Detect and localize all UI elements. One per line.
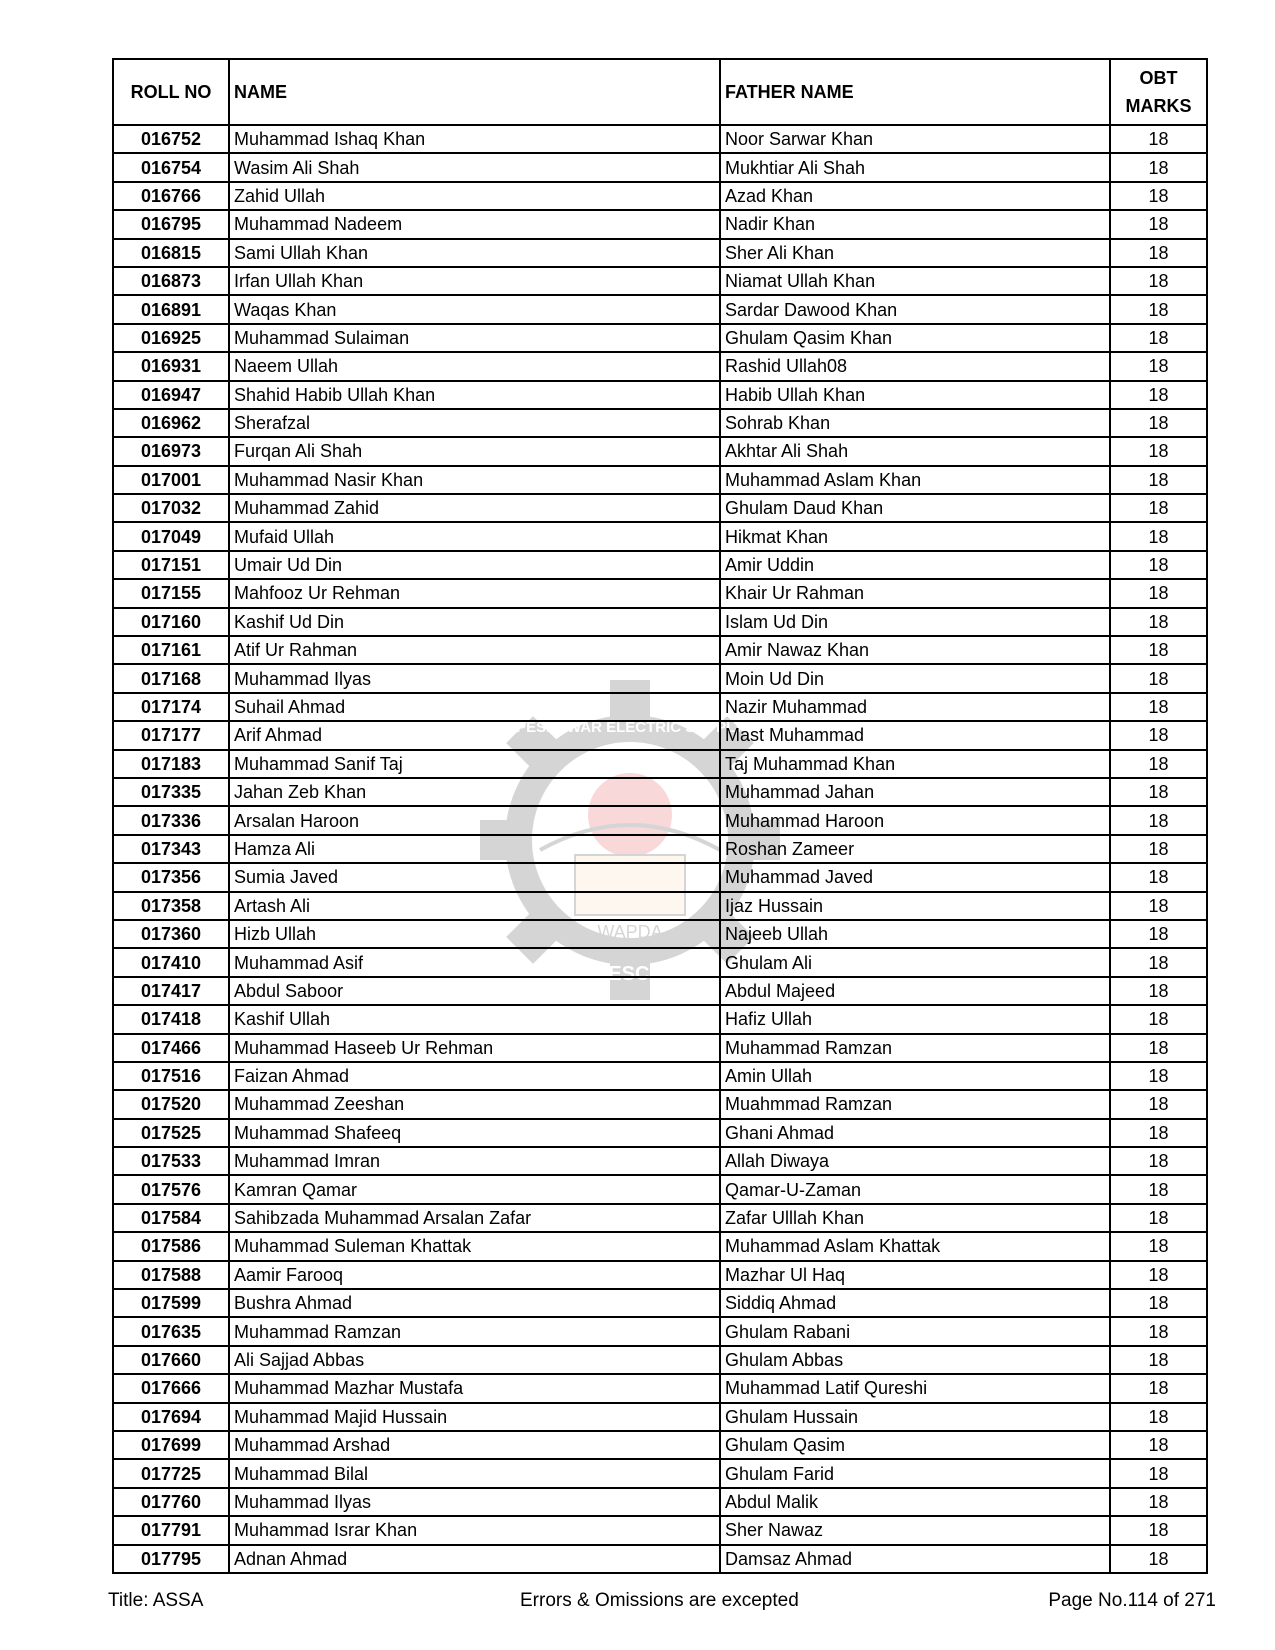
father-name-cell: Ijaz Hussain <box>720 892 1110 920</box>
obt-marks-cell: 18 <box>1110 1346 1207 1374</box>
roll-no-cell: 017155 <box>113 579 229 607</box>
table-row <box>113 1459 1207 1487</box>
father-name-cell: Muhammad Haroon <box>720 806 1110 834</box>
table-row <box>113 125 1207 153</box>
table-row <box>113 153 1207 181</box>
table-row <box>113 210 1207 238</box>
father-name-cell: Khair Ur Rahman <box>720 579 1110 607</box>
roll-no-cell: 016931 <box>113 352 229 380</box>
header-row <box>113 59 1207 125</box>
father-name-cell: Moin Ud Din <box>720 664 1110 692</box>
table-row <box>113 1488 1207 1516</box>
table-row <box>113 1545 1207 1573</box>
name-cell: Muhammad Sanif Taj <box>229 750 720 778</box>
name-cell: Irfan Ullah Khan <box>229 267 720 295</box>
table-row <box>113 721 1207 749</box>
roll-no-cell: 016891 <box>113 295 229 323</box>
name-cell: Muhammad Ishaq Khan <box>229 125 720 153</box>
roll-no-cell: 017516 <box>113 1062 229 1090</box>
father-name-cell: Najeeb Ullah <box>720 920 1110 948</box>
obt-marks-cell: 18 <box>1110 750 1207 778</box>
roll-no-cell: 017001 <box>113 466 229 494</box>
table-row <box>113 1289 1207 1317</box>
name-cell: Muhammad Ilyas <box>229 1488 720 1516</box>
obt-marks-cell: 18 <box>1110 1289 1207 1317</box>
father-name-cell: Abdul Majeed <box>720 977 1110 1005</box>
table-row <box>113 693 1207 721</box>
name-cell: Faizan Ahmad <box>229 1062 720 1090</box>
roll-no-cell: 017525 <box>113 1119 229 1147</box>
father-name-cell: Qamar-U-Zaman <box>720 1175 1110 1203</box>
table-row <box>113 1516 1207 1544</box>
name-cell: Sahibzada Muhammad Arsalan Zafar <box>229 1204 720 1232</box>
obt-marks-cell: 18 <box>1110 437 1207 465</box>
table-body <box>113 125 1207 1573</box>
name-cell: Sherafzal <box>229 409 720 437</box>
obt-marks-cell: 18 <box>1110 636 1207 664</box>
obt-marks-cell: 18 <box>1110 1374 1207 1402</box>
father-name-cell: Abdul Malik <box>720 1488 1110 1516</box>
name-cell: Hizb Ullah <box>229 920 720 948</box>
name-cell: Muhammad Bilal <box>229 1459 720 1487</box>
roll-no-cell: 017576 <box>113 1175 229 1203</box>
roll-no-cell: 016962 <box>113 409 229 437</box>
name-cell: Muhammad Asif <box>229 948 720 976</box>
obt-marks-cell: 18 <box>1110 125 1207 153</box>
obt-marks-cell: 18 <box>1110 1317 1207 1345</box>
obt-marks-cell: 18 <box>1110 1119 1207 1147</box>
table-row <box>113 1204 1207 1232</box>
obt-marks-cell: 18 <box>1110 778 1207 806</box>
obt-marks-cell: 18 <box>1110 1403 1207 1431</box>
name-cell: Muhammad Nadeem <box>229 210 720 238</box>
father-name-cell: Mazhar Ul Haq <box>720 1261 1110 1289</box>
roll-no-cell: 017795 <box>113 1545 229 1573</box>
name-cell: Muhammad Ramzan <box>229 1317 720 1345</box>
table-row <box>113 494 1207 522</box>
name-cell: Artash Ali <box>229 892 720 920</box>
table-row <box>113 1403 1207 1431</box>
roll-no-cell: 017358 <box>113 892 229 920</box>
table-row <box>113 948 1207 976</box>
table-row <box>113 1431 1207 1459</box>
table-row <box>113 1232 1207 1260</box>
name-cell: Mufaid Ullah <box>229 522 720 550</box>
obt-marks-cell: 18 <box>1110 721 1207 749</box>
roll-no-cell: 017725 <box>113 1459 229 1487</box>
name-cell: Hamza Ali <box>229 835 720 863</box>
table-row <box>113 608 1207 636</box>
roll-no-cell: 017168 <box>113 664 229 692</box>
obt-marks-cell: 18 <box>1110 295 1207 323</box>
roll-no-cell: 016754 <box>113 153 229 181</box>
table-row <box>113 1317 1207 1345</box>
obt-marks-cell: 18 <box>1110 977 1207 1005</box>
watermark-pesco-text: PESCO <box>594 963 666 985</box>
father-name-cell: Ghulam Abbas <box>720 1346 1110 1374</box>
father-name-cell: Amir Uddin <box>720 551 1110 579</box>
table-row <box>113 1346 1207 1374</box>
obt-marks-cell: 18 <box>1110 608 1207 636</box>
father-name-cell: Sohrab Khan <box>720 409 1110 437</box>
father-name-cell: Ghulam Daud Khan <box>720 494 1110 522</box>
father-name-cell: Ghulam Qasim Khan <box>720 324 1110 352</box>
table-row <box>113 1374 1207 1402</box>
roll-no-cell: 017161 <box>113 636 229 664</box>
obt-marks-cell: 18 <box>1110 1459 1207 1487</box>
name-cell: Arif Ahmad <box>229 721 720 749</box>
name-cell: Zahid Ullah <box>229 182 720 210</box>
father-name-cell: Mukhtiar Ali Shah <box>720 153 1110 181</box>
table-row <box>113 324 1207 352</box>
roll-no-cell: 016947 <box>113 381 229 409</box>
watermark-wapda-text: WAPDA <box>597 922 663 942</box>
father-name-cell: Mast Muhammad <box>720 721 1110 749</box>
obt-marks-cell: 18 <box>1110 522 1207 550</box>
obt-marks-cell: 18 <box>1110 239 1207 267</box>
name-cell: Atif Ur Rahman <box>229 636 720 664</box>
roll-no-cell: 016925 <box>113 324 229 352</box>
name-cell: Adnan Ahmad <box>229 1545 720 1573</box>
father-name-cell: Sher Ali Khan <box>720 239 1110 267</box>
table-row <box>113 1175 1207 1203</box>
roll-no-cell: 017520 <box>113 1090 229 1118</box>
name-cell: Muhammad Haseeb Ur Rehman <box>229 1034 720 1062</box>
name-cell: Mahfooz Ur Rehman <box>229 579 720 607</box>
father-name-cell: Rashid Ullah08 <box>720 352 1110 380</box>
obt-marks-cell: 18 <box>1110 182 1207 210</box>
name-cell: Wasim Ali Shah <box>229 153 720 181</box>
name-cell: Ali Sajjad Abbas <box>229 1346 720 1374</box>
roll-no-cell: 017599 <box>113 1289 229 1317</box>
name-cell: Waqas Khan <box>229 295 720 323</box>
obt-marks-cell: 18 <box>1110 892 1207 920</box>
roll-no-cell: 016766 <box>113 182 229 210</box>
roll-no-cell: 017760 <box>113 1488 229 1516</box>
name-cell: Muhammad Imran <box>229 1147 720 1175</box>
table-row <box>113 409 1207 437</box>
name-cell: Bushra Ahmad <box>229 1289 720 1317</box>
roll-no-cell: 017151 <box>113 551 229 579</box>
footer-title: Title: ASSA <box>108 1590 204 1611</box>
table-row <box>113 636 1207 664</box>
table-row <box>113 182 1207 210</box>
father-name-cell: Muhammad Aslam Khan <box>720 466 1110 494</box>
father-name-cell: Taj Muhammad Khan <box>720 750 1110 778</box>
father-name-cell: Zafar Ulllah Khan <box>720 1204 1110 1232</box>
footer-errors-note: Errors & Omissions are excepted <box>520 1590 799 1611</box>
table-row <box>113 977 1207 1005</box>
roll-no-cell: 017791 <box>113 1516 229 1544</box>
obt-marks-cell: 18 <box>1110 664 1207 692</box>
obt-marks-cell: 18 <box>1110 579 1207 607</box>
father-name-cell: Azad Khan <box>720 182 1110 210</box>
roll-no-cell: 017335 <box>113 778 229 806</box>
table-row <box>113 437 1207 465</box>
father-name-cell: Sardar Dawood Khan <box>720 295 1110 323</box>
table-row <box>113 778 1207 806</box>
obt-marks-cell: 18 <box>1110 1516 1207 1544</box>
table-row <box>113 522 1207 550</box>
roll-no-cell: 017410 <box>113 948 229 976</box>
table-row <box>113 1090 1207 1118</box>
father-name-cell: Ghulam Ali <box>720 948 1110 976</box>
obt-marks-cell: 18 <box>1110 693 1207 721</box>
roll-no-cell: 016815 <box>113 239 229 267</box>
obt-marks-cell: 18 <box>1110 267 1207 295</box>
roll-no-cell: 017417 <box>113 977 229 1005</box>
father-name-cell: Muahmmad Ramzan <box>720 1090 1110 1118</box>
father-name-cell: Siddiq Ahmad <box>720 1289 1110 1317</box>
father-name-cell: Muhammad Latif Qureshi <box>720 1374 1110 1402</box>
name-cell: Abdul Saboor <box>229 977 720 1005</box>
footer-page-number: Page No.114 of 271 <box>1048 1590 1216 1611</box>
obt-marks-cell: 18 <box>1110 806 1207 834</box>
obt-marks-header <box>1110 59 1207 125</box>
table-row <box>113 1147 1207 1175</box>
name-cell: Sami Ullah Khan <box>229 239 720 267</box>
name-cell: Muhammad Majid Hussain <box>229 1403 720 1431</box>
father-name-cell: Amin Ullah <box>720 1062 1110 1090</box>
table-row <box>113 664 1207 692</box>
name-cell: Kashif Ud Din <box>229 608 720 636</box>
roll-no-cell: 016795 <box>113 210 229 238</box>
name-header: NAME <box>229 59 720 125</box>
father-name-cell: Allah Diwaya <box>720 1147 1110 1175</box>
father-name-cell: Muhammad Ramzan <box>720 1034 1110 1062</box>
father-name-cell: Muhammad Aslam Khattak <box>720 1232 1110 1260</box>
roll-no-cell: 017336 <box>113 806 229 834</box>
obt-marks-cell: 18 <box>1110 1147 1207 1175</box>
roll-no-cell: 017174 <box>113 693 229 721</box>
results-table <box>112 58 1208 1574</box>
father-name-cell: Roshan Zameer <box>720 835 1110 863</box>
obt-marks-cell: 18 <box>1110 551 1207 579</box>
roll-no-cell: 017418 <box>113 1005 229 1033</box>
roll-no-cell: 017356 <box>113 863 229 891</box>
name-cell: Suhail Ahmad <box>229 693 720 721</box>
table-row <box>113 1119 1207 1147</box>
roll-no-cell: 017699 <box>113 1431 229 1459</box>
roll-no-cell: 017360 <box>113 920 229 948</box>
father-name-cell: Nadir Khan <box>720 210 1110 238</box>
father-name-cell: Ghani Ahmad <box>720 1119 1110 1147</box>
father-name-header: FATHER NAME <box>720 59 1110 125</box>
name-cell: Muhammad Zeeshan <box>229 1090 720 1118</box>
name-cell: Muhammad Nasir Khan <box>229 466 720 494</box>
name-cell: Muhammad Zahid <box>229 494 720 522</box>
name-cell: Muhammad Suleman Khattak <box>229 1232 720 1260</box>
name-cell: Muhammad Ilyas <box>229 664 720 692</box>
table-row <box>113 295 1207 323</box>
table-row <box>113 863 1207 891</box>
name-cell: Naeem Ullah <box>229 352 720 380</box>
father-name-cell: Habib Ullah Khan <box>720 381 1110 409</box>
obt-marks-cell: 18 <box>1110 1261 1207 1289</box>
table-row <box>113 835 1207 863</box>
father-name-cell: Noor Sarwar Khan <box>720 125 1110 153</box>
father-name-cell: Hafiz Ullah <box>720 1005 1110 1033</box>
table-row <box>113 551 1207 579</box>
obt-marks-cell: 18 <box>1110 352 1207 380</box>
name-cell: Aamir Farooq <box>229 1261 720 1289</box>
roll-no-cell: 017032 <box>113 494 229 522</box>
obt-marks-cell: 18 <box>1110 1545 1207 1573</box>
table-row <box>113 239 1207 267</box>
obt-marks-header-line1: OBT <box>1139 68 1178 88</box>
obt-marks-cell: 18 <box>1110 1204 1207 1232</box>
obt-marks-cell: 18 <box>1110 466 1207 494</box>
name-cell: Kashif Ullah <box>229 1005 720 1033</box>
obt-marks-cell: 18 <box>1110 1232 1207 1260</box>
father-name-cell: Niamat Ullah Khan <box>720 267 1110 295</box>
obt-marks-cell: 18 <box>1110 381 1207 409</box>
roll-no-cell: 017466 <box>113 1034 229 1062</box>
obt-marks-cell: 18 <box>1110 863 1207 891</box>
roll-no-cell: 017049 <box>113 522 229 550</box>
obt-marks-cell: 18 <box>1110 210 1207 238</box>
roll-no-cell: 017183 <box>113 750 229 778</box>
roll-no-cell: 017533 <box>113 1147 229 1175</box>
name-cell: Muhammad Israr Khan <box>229 1516 720 1544</box>
roll-no-cell: 017177 <box>113 721 229 749</box>
father-name-cell: Amir Nawaz Khan <box>720 636 1110 664</box>
father-name-cell: Nazir Muhammad <box>720 693 1110 721</box>
name-cell: Muhammad Arshad <box>229 1431 720 1459</box>
table-row <box>113 1005 1207 1033</box>
father-name-cell: Akhtar Ali Shah <box>720 437 1110 465</box>
name-cell: Sumia Javed <box>229 863 720 891</box>
watermark-arc-text: PESHAWAR ELECTRIC SUPPLY <box>516 719 744 736</box>
obt-marks-cell: 18 <box>1110 324 1207 352</box>
obt-marks-cell: 18 <box>1110 1175 1207 1203</box>
obt-marks-cell: 18 <box>1110 494 1207 522</box>
table-row <box>113 1062 1207 1090</box>
obt-marks-cell: 18 <box>1110 1034 1207 1062</box>
obt-marks-cell: 18 <box>1110 153 1207 181</box>
obt-marks-cell: 18 <box>1110 1090 1207 1118</box>
table-row <box>113 920 1207 948</box>
name-cell: Umair Ud Din <box>229 551 720 579</box>
name-cell: Arsalan Haroon <box>229 806 720 834</box>
roll-no-cell: 017660 <box>113 1346 229 1374</box>
father-name-cell: Ghulam Rabani <box>720 1317 1110 1345</box>
table-row <box>113 352 1207 380</box>
roll-no-cell: 017584 <box>113 1204 229 1232</box>
roll-no-cell: 017160 <box>113 608 229 636</box>
obt-marks-cell: 18 <box>1110 835 1207 863</box>
table-row <box>113 381 1207 409</box>
father-name-cell: Muhammad Javed <box>720 863 1110 891</box>
name-cell: Kamran Qamar <box>229 1175 720 1203</box>
father-name-cell: Ghulam Farid <box>720 1459 1110 1487</box>
roll-no-cell: 017635 <box>113 1317 229 1345</box>
name-cell: Muhammad Shafeeq <box>229 1119 720 1147</box>
obt-marks-cell: 18 <box>1110 1062 1207 1090</box>
obt-marks-header-line2: MARKS <box>1125 96 1192 116</box>
table-row <box>113 806 1207 834</box>
father-name-cell: Hikmat Khan <box>720 522 1110 550</box>
name-cell: Jahan Zeb Khan <box>229 778 720 806</box>
table-row <box>113 1261 1207 1289</box>
table-row <box>113 892 1207 920</box>
obt-marks-cell: 18 <box>1110 1431 1207 1459</box>
obt-marks-cell: 18 <box>1110 948 1207 976</box>
roll-no-header: ROLL NO <box>113 59 229 125</box>
father-name-cell: Damsaz Ahmad <box>720 1545 1110 1573</box>
table-row <box>113 1034 1207 1062</box>
roll-no-cell: 017586 <box>113 1232 229 1260</box>
roll-no-cell: 017694 <box>113 1403 229 1431</box>
roll-no-cell: 017588 <box>113 1261 229 1289</box>
roll-no-cell: 016973 <box>113 437 229 465</box>
roll-no-cell: 016873 <box>113 267 229 295</box>
name-cell: Shahid Habib Ullah Khan <box>229 381 720 409</box>
roll-no-cell: 017666 <box>113 1374 229 1402</box>
roll-no-cell: 016752 <box>113 125 229 153</box>
table-row <box>113 750 1207 778</box>
father-name-cell: Ghulam Qasim <box>720 1431 1110 1459</box>
obt-marks-cell: 18 <box>1110 409 1207 437</box>
father-name-cell: Muhammad Jahan <box>720 778 1110 806</box>
name-cell: Muhammad Sulaiman <box>229 324 720 352</box>
table-row <box>113 579 1207 607</box>
father-name-cell: Ghulam Hussain <box>720 1403 1110 1431</box>
obt-marks-cell: 18 <box>1110 1005 1207 1033</box>
father-name-cell: Sher Nawaz <box>720 1516 1110 1544</box>
obt-marks-cell: 18 <box>1110 1488 1207 1516</box>
father-name-cell: Islam Ud Din <box>720 608 1110 636</box>
name-cell: Furqan Ali Shah <box>229 437 720 465</box>
table-row <box>113 466 1207 494</box>
table-row <box>113 267 1207 295</box>
obt-marks-cell: 18 <box>1110 920 1207 948</box>
roll-no-cell: 017343 <box>113 835 229 863</box>
name-cell: Muhammad Mazhar Mustafa <box>229 1374 720 1402</box>
